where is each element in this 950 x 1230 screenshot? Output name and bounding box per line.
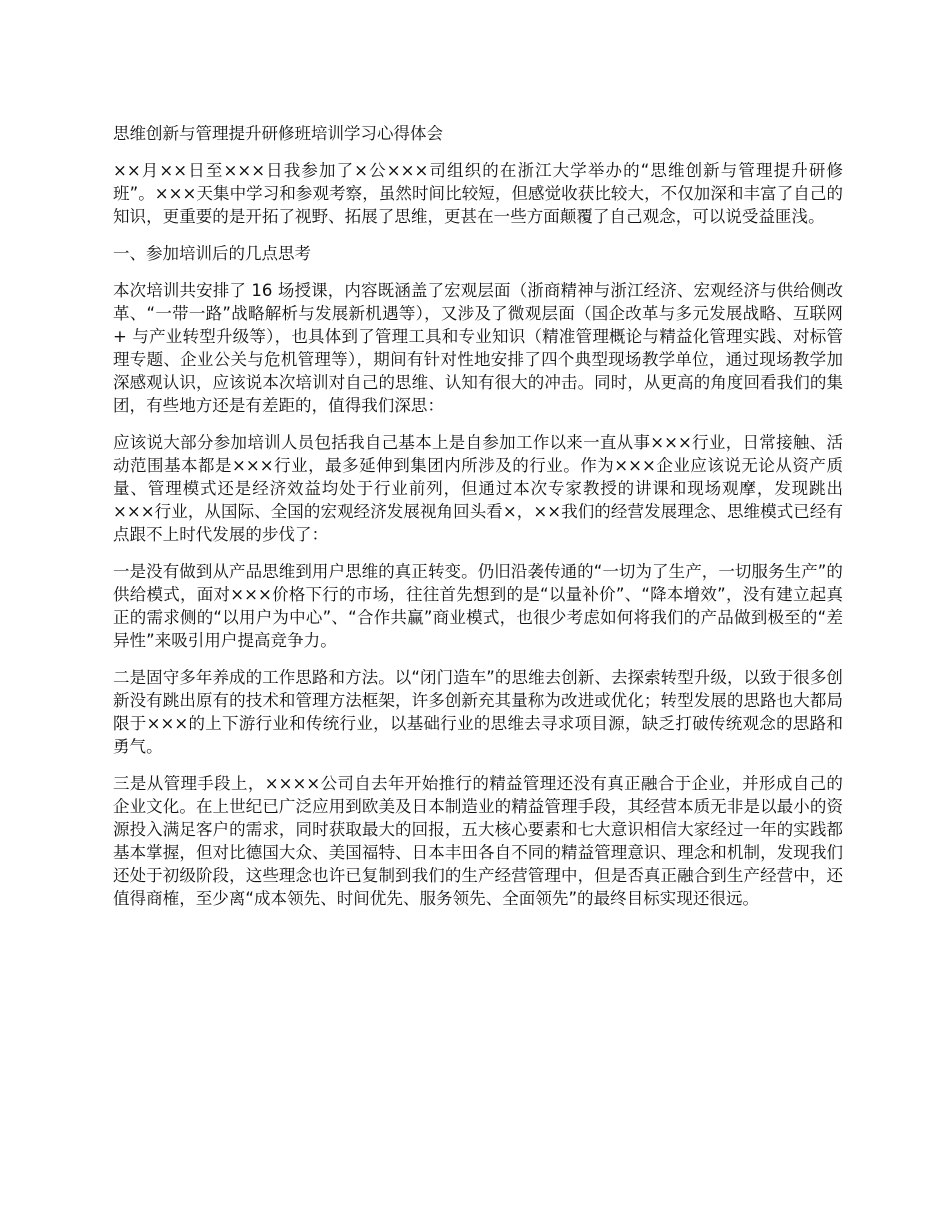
paragraph-point-three: 三是从管理手段上，××××公司自去年开始推行的精益管理还没有真正融合于企业，并形成自己的企业文化。在上世纪已广泛应用到欧美及日本制造业的精益管理手段，其经营本质无非是以最小的资源投入满足客户的需求，同时获取最大的回报，五大核心要素和七大意识相信大家经过一年的实践都基本掌握，但对比德国大众、美国福特、日本丰田各自不同的精益管理意识、理念和机制，发现我们还处于初级阶段，这些理念也许已复制到我们的生产经营管理中，但是否真正融合到生产经营中，还值得商榷，至少离“成本领先、时间优先、服务领先、全面领先”的最终目标实现还很远。: [113, 774, 843, 908]
document-title: 思维创新与管理提升研修班培训学习心得体会: [113, 124, 443, 143]
section-heading: 一、参加培训后的几点思考: [113, 244, 311, 263]
paragraph-intro: ××月××日至×××日我参加了×公×××司组织的在浙江大学举办的“思维创新与管理提升研修班”。×××天集中学习和参观考察，虽然时间比较短，但感觉收获比较大，不仅加深和丰富了自己的知识，更重要的是开拓了视野、拓展了思维，更甚在一些方面颠覆了自己观念，可以说受益匪浅。: [113, 161, 843, 226]
paragraph-point-one: 一是没有做到从产品思维到用户思维的真正转变。仍旧沿袭传通的“一切为了生产，一切服务生产”的供给模式，面对×××价格下行的市场，往往首先想到的是“以量补价”、“降本增效”，没有建立起真正的需求侧的“以用户为中心”、“合作共赢”商业模式，也很少考虑如何将我们的产品做到极至的“差异性”来吸引用户提高竞争力。: [113, 562, 843, 650]
paragraph-point-two: 二是固守多年养成的工作思路和方法。以“闭门造车”的思维去创新、去探索转型升级，以致于很多创新没有跳出原有的技术和管理方法框架，许多创新充其量称为改进或优化；转型发展的思路也大都局限于×××的上下游行业和传统行业，以基础行业的思维去寻求项目源，缺乏打破传统观念的思路和勇气。: [113, 668, 843, 756]
document-page: [113, 122, 843, 924]
paragraph-training-overview: 本次培训共安排了 16 场授课，内容既涵盖了宏观层面（浙商精神与浙江经济、宏观经济与供给侧改革、“一带一路”战略解析与发展新机遇等），又涉及了微观层面（国企改革与多元发展战略、互联网 + 与产业转型升级等），也具体到了管理工具和专业知识（精准管理概论与精益化管理实践、对标管理专题、企业公关与危机管理等），期间有针对性地安排了四个典型现场教学单位，通过现场教学加深感观认识，应该说本次培训对自己的思维、认知有很大的冲击。同时，从更高的角度回看我们的集团，有些地方还是有差距的，值得我们深思：: [113, 281, 843, 415]
paragraph-industry-reflection: 应该说大部分参加培训人员包括我自己基本上是自参加工作以来一直从事×××行业，日常接触、活动范围基本都是×××行业，最多延伸到集团内所涉及的行业。作为×××企业应该说无论从资产质量、管理模式还是经济效益均处于行业前列，但通过本次专家教授的讲课和现场观摩，发现跳出×××行业，从国际、全国的宏观经济发展视角回头看×，××我们的经营发展理念、思维模式已经有点跟不上时代发展的步伐了：: [113, 433, 843, 544]
